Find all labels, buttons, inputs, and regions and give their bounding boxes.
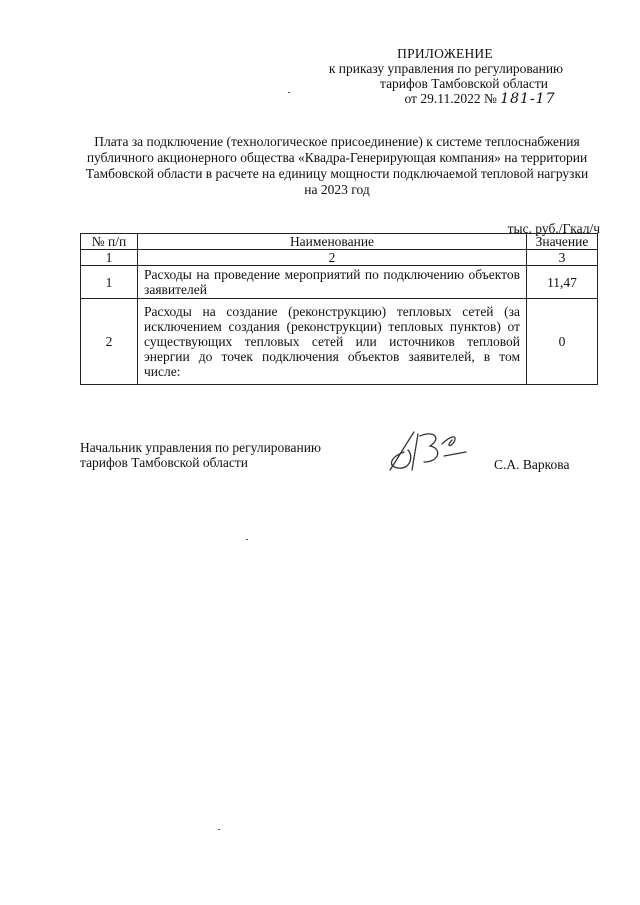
tariff-table: [80, 233, 598, 385]
scan-speck: [246, 539, 248, 540]
index-cell: 1: [81, 250, 138, 266]
appendix-date: от 29.11.2022 №: [404, 91, 497, 106]
units-label: тыс. руб./Гкал/ч: [507, 221, 600, 236]
index-cell: 2: [138, 250, 527, 266]
appendix-order-line: к приказу управления по регулированию: [328, 61, 564, 76]
signatory-name: С.А. Варкова: [494, 457, 570, 472]
handwritten-signature: [384, 426, 470, 476]
index-cell: 3: [527, 250, 598, 266]
table-row: [81, 266, 598, 299]
row-number: 1: [81, 266, 138, 299]
row-name: Расходы на создание (реконструкцию) тепловых сетей (за исключением создания (реконструкции) тепловых пунктов) от существующих тепловых сетей или источников тепловой энергии до точек подключения объектов заявителей, в том числе:: [138, 299, 527, 385]
scan-speck: [218, 829, 220, 830]
row-value: 11,47: [527, 266, 598, 299]
signatory-position-line: тарифов Тамбовской области: [80, 455, 248, 470]
row-number: 2: [81, 299, 138, 385]
header-value: Значение: [527, 234, 598, 250]
scan-speck: [288, 92, 290, 93]
header-number: № п/п: [81, 234, 138, 250]
header-name: Наименование: [138, 234, 527, 250]
document-title: Плата за подключение (технологическое присоединение) к системе теплоснабжения публичного акционерного общества «Квадра-Генерирующая компания» на территории Тамбовской области в расчете на единицу мощности подключаемой тепловой нагрузки на 2023 год: [85, 134, 589, 197]
table-row: [81, 299, 598, 385]
appendix-date-line: [0, 91, 640, 107]
signatory-position: [80, 440, 321, 470]
row-name: Расходы на проведение мероприятий по подключению объектов заявителей: [138, 266, 527, 299]
table-header-row: [81, 234, 598, 250]
table-index-row: [81, 250, 598, 266]
appendix-title: ПРИЛОЖЕНИЕ: [397, 46, 493, 61]
row-value: 0: [527, 299, 598, 385]
appendix-handwritten-number: 181-17: [500, 91, 556, 107]
appendix-authority-line: тарифов Тамбовской области: [380, 76, 548, 91]
appendix-header: [0, 46, 640, 107]
signatory-position-line: Начальник управления по регулированию: [80, 440, 322, 455]
